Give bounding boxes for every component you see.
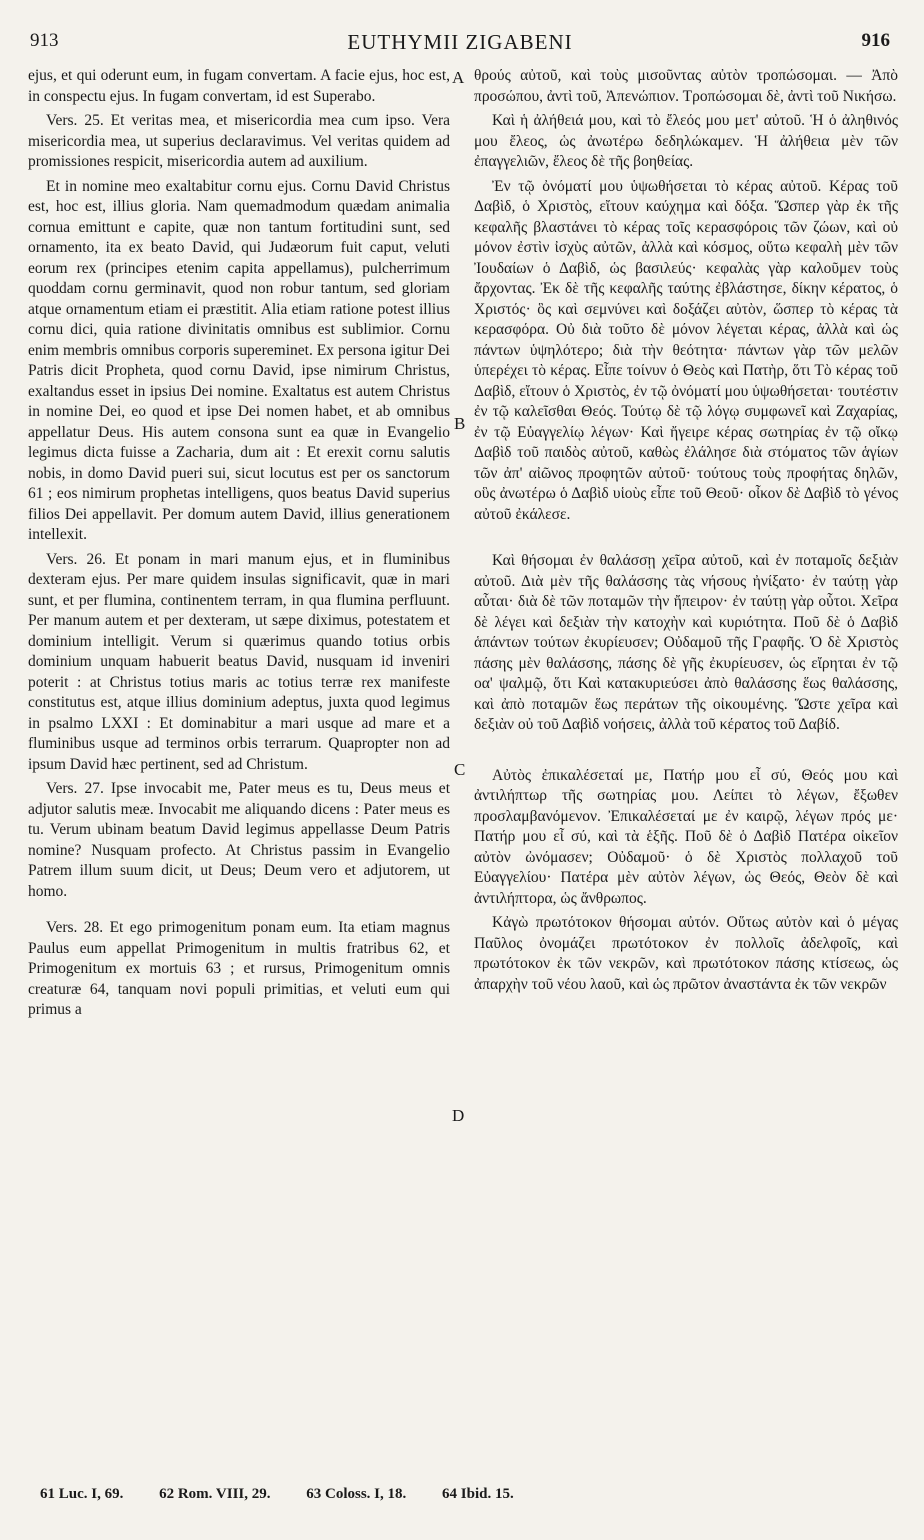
latin-paragraph: Vers. 28. Et ego primogenitum ponam eum. Ita etiam magnus Paulus eum appellat Primogenitum in multis fratribus 62, et Primogenitum ex mortuis 63 ; et rursus, Primogenitum omnis creaturæ 64, tanquam novi populi primitias, et veluti eum qui primus a <box>28 919 450 1018</box>
greek-paragraph: Καὶ ἡ ἀλήθειά μου, καὶ τὸ ἔλεός μου μετ' αὐτοῦ. Ἡ ὁ ἀληθινός μου ἔλεος, ὡς ἀνωτέρω δεδηλώκαμεν. Ἡ ἀλήθεια μὲν τῶν ἐπαγγελιῶν, ἔλεος δὲ τῆς βοηθείας. <box>474 112 898 170</box>
footnote: 61 Luc. I, 69. <box>40 1486 124 1502</box>
greek-paragraph: Καὶ θήσομαι ἐν θαλάσσῃ χεῖρα αὐτοῦ, καὶ ἐν ποταμοῖς δεξιὰν αὐτοῦ. Διὰ μὲν τῆς θαλάσσης τὰς νήσους ἠνίξατο· ἐν ταύτῃ γὰρ αὗται· διὰ δὲ τῶν ποταμῶν τὴν ἤπειρον· ἐν ταύτῃ γὰρ οὗτοι. Χεῖρα δὲ λέγει καὶ δεξιὰν τὴν κατοχὴν καὶ κυριότητα. Ποῦ δὲ ὁ Δαβὶδ ἁπάντων τούτων ἐκυρίευσεν; Οὐδαμοῦ τῆς Γραφῆς. Ὁ δὲ Χριστὸς πάσης μὲν θαλάσσης, πάσης δὲ γῆς ἐκυρίευσεν, ὡς εἴρηται ἐν τῷ οα' ψαλμῷ, ὅτι Καὶ κατακυριεύσει ἀπὸ θαλάσσης ἕως θαλάσσης, καὶ ἀπὸ ποταμῶν ἕως περάτων τῆς οἰκουμένης. Ὥστε χεῖρα καὶ δεξιὰν οὐ τοῦ Δαβὶδ νοήσεις, ἀλλὰ τοῦ κέρατος τοῦ Δαβίδ. <box>474 552 898 733</box>
section-marker-a: A <box>452 68 465 87</box>
section-marker-d: D <box>452 1106 465 1125</box>
greek-paragraph: Ἐν τῷ ὀνόματί μου ὑψωθήσεται τὸ κέρας αὐτοῦ. Κέρας τοῦ Δαβὶδ, ὁ Χριστὸς, εἴτουν καύχημα καὶ δόξα. Ὥσπερ γὰρ ἐκ τῆς κεφαλῆς βλαστάνει τὸ κέρας τοῖς κερασφόροις τῶν ζώων, καὶ οὐ μόνον ἐστὶν ἰσχὺς αὐτῶν, ἀλλὰ καὶ κόσμος, οὕτω κεφαλὴ μὲν τῶν Ἰουδαίων ὁ Δαβὶδ, ὡς βασιλεύς· κεφαλὰς γὰρ καλοῦμεν τοὺς ἄρχοντας. Ἐκ δὲ τῆς κεφαλῆς ταύτης ἐβλάστησε, δίκην κέρατος, ὁ Χριστός· ὃς καὶ σεμνύνει καὶ δοξάζει αὐτὸν, ὥσπερ τὸ κέρας τὰ κερασφόρα. Οὐ διὰ τοῦτο δὲ μόνον λέγεται κέρας, ἀλλὰ καὶ ὡς πάντων ὑψηλότερο; διὰ τὴν θεότητα· πάντων γὰρ τῶν μελῶν ὑπερέχει τὸ κέρας. Εἶπε τοίνυν ὁ Θεὸς καὶ Πατὴρ, ὅτι Τὸ κέρας τοῦ Δαβὶδ, εἴτουν ὁ Χριστὸς, ἐν τῷ ὀνόματί μου ὑψωθήσεται· τουτέστιν ἐν τῷ καλεῖσθαι Θεός. Τούτῳ δὲ τῷ λόγῳ συμφωνεῖ καὶ Ζαχαρίας, ἐν τῷ Εὐαγγελίῳ λέγων· Καὶ ἤγειρε κέρας σωτηρίας ἐν τῷ οἴκῳ Δαβὶδ τοῦ παιδὸς αὐτοῦ, καθὼς ἐλάλησε διὰ στόματος τῶν ἁγίων τῶν ἀπ' αἰῶνος προφητῶν αὐτοῦ· τούτους τοὺς προφήτας δηλῶν, οὓς ἀνωτέρω ὁ Δαβὶδ υἱοὺς εἶπε τοῦ Θεοῦ· οἶκον δὲ Δαβὶδ τὸ γένος αὐτοῦ ἐκάλεσε. <box>474 177 898 523</box>
greek-paragraph: Αὐτὸς ἐπικαλέσεταί με, Πατήρ μου εἶ σύ, Θεός μου καὶ ἀντιλήπτωρ τῆς σωτηρίας μου. Λείπει τὸ λέγων, ἔξωθεν προσλαμβανόμενον. Ἐπικαλέσεταί με ἐν καιρῷ, λέγων πρός με· Πατήρ μου εἶ σύ, καὶ τὰ ἑξῆς. Ποῦ δὲ ὁ Δαβὶδ Πατέρα οἰκεῖον αὐτὸν ὠνόμασεν; Οὐδαμοῦ· ὁ δὲ Χριστὸς πολλαχοῦ τοῦ Εὐαγγελίου· Πατέρα μὲν αὐτὸν λέγων, ὡς Θεός, Θεὸν δὲ καὶ ἀντιλήπτορα, ὡς ἄνθρωπος. <box>474 766 898 907</box>
page-number-left: 913 <box>30 30 59 51</box>
latin-paragraph: Vers. 26. Et ponam in mari manum ejus, et in fluminibus dexteram ejus. Per mare quidem insulas significavit, quæ in mari sunt, et per flumina, continentem terram, in qua flumina perfluunt. Per manum autem et per dexteram, ut sæpe diximus, potestatem et dominium intelligit. Verum si quærimus quando totius orbis dominium unquam habuerit beatus David, nusquam id inveniri poterit : at Christus totius maris ac totius terræ rex manifeste constitutus est, atque illius dominium adeptus, juxta quod legimus in psalmo LXXI : Et dominabitur a mari usque ad mare et a fluminibus usque ad terminos orbis terrarum. Quapropter non ad ipsum David hæc pertinent, sed ad Christum. <box>28 550 450 773</box>
latin-paragraph: Vers. 27. Ipse invocabit me, Pater meus es tu, Deus meus et adjutor salutis meæ. Invocabit me aliquando dicens : Pater meus es tu. Verum ubinam beatum David legimus appellasse Deum Patris nomine? Nusquam profecto. At Christus passim in Evangelio Patrem illum suum dicit, ut Deus; Deum vero et adjutorem, ut homo. <box>28 780 450 900</box>
latin-paragraph: Vers. 25. Et veritas mea, et misericordia mea cum ipso. Vera misericordia mea, ut superius declaravimus. Vel veritas quidem ad promissiones respicit, misericordia autem ad auxilium. <box>28 112 450 170</box>
footnote: 64 Ibid. 15. <box>442 1486 514 1502</box>
section-marker-b: B <box>454 414 466 433</box>
footnote: 62 Rom. VIII, 29. <box>159 1486 271 1502</box>
running-title: EUTHYMII ZIGABENI <box>347 30 573 54</box>
section-marker-c: C <box>454 760 466 779</box>
greek-paragraph: Κἀγὼ πρωτότοκον θήσομαι αὐτόν. Οὕτως αὐτὸν καὶ ὁ μέγας Παῦλος ὀνομάζει πρωτότοκον ἐν πολλοῖς ἀδελφοῖς, καὶ πρωτότοκον ἐκ τῶν νεκρῶν, καὶ πρωτότοκον πάσης κτίσεως, ὡς ἀπαρχὴν τοῦ νέου λαοῦ, καὶ ὡς πρῶτον ἀναστάντα ἐκ τῶν νεκρῶν <box>474 914 898 993</box>
page-header <box>30 30 890 60</box>
page-number-right: 916 <box>861 30 890 51</box>
latin-paragraph: ejus, et qui oderunt eum, in fugam convertam. A facie ejus, hoc est, in conspectu ejus. In fugam convertam, id est Superabo. <box>28 67 450 105</box>
greek-paragraph: θρούς αὐτοῦ, καὶ τοὺς μισοῦντας αὐτὸν τροπώσομαι. — Ἀπὸ προσώπου, ἀντὶ τοῦ, Ἀπενώπιον. Τροπώσομαι δὲ, ἀντὶ τοῦ Νικήσω. <box>474 67 898 105</box>
greek-column <box>474 66 898 999</box>
latin-column <box>28 66 450 1025</box>
footnote: 63 Coloss. I, 18. <box>306 1486 407 1502</box>
latin-paragraph: Et in nomine meo exaltabitur cornu ejus. Cornu David Christus est, hoc est, illius gloria. Nam quemadmodum quædam animalia cornua emittunt e capite, quæ non tantum fortitudini sunt, sed ornamento, ita ex beato David, qui Judæorum fuit caput, veluti eorum rex (principes etenim capita appellamus), pulcherrimum quoddam cornu germinavit, quod non robur tantum, sed gloriam atque ornamentum etiam ei præstitit. Alia etiam ratione potest illius cornu dici, quia ratione divinitatis omnibus est sublimior. Cornu enim membris omnibus corporis supereminet. Ex persona igitur Dei Patris dicit Propheta, quod cornu David, ipse nimirum Christus, exaltandus esset in ipsius Dei nomine. Exaltatus est autem Christus in nomine Dei, eo quod et ipse Dei nomen habet, et ab omnibus appellatur Deus. His autem consona sunt ea quæ in Evangelio legimus dicta fuisse a Zacharia, dum ait : Et erexit cornu salutis nobis, in domo David pueri sui, sicut locutus est per os sanctorum 61 ; eos nimirum prophetas intelligens, quos beatus David superius filios Dei appellavit. Per domum autem David, illius generationem intellexit. <box>28 177 450 543</box>
footnotes <box>40 1486 900 1503</box>
